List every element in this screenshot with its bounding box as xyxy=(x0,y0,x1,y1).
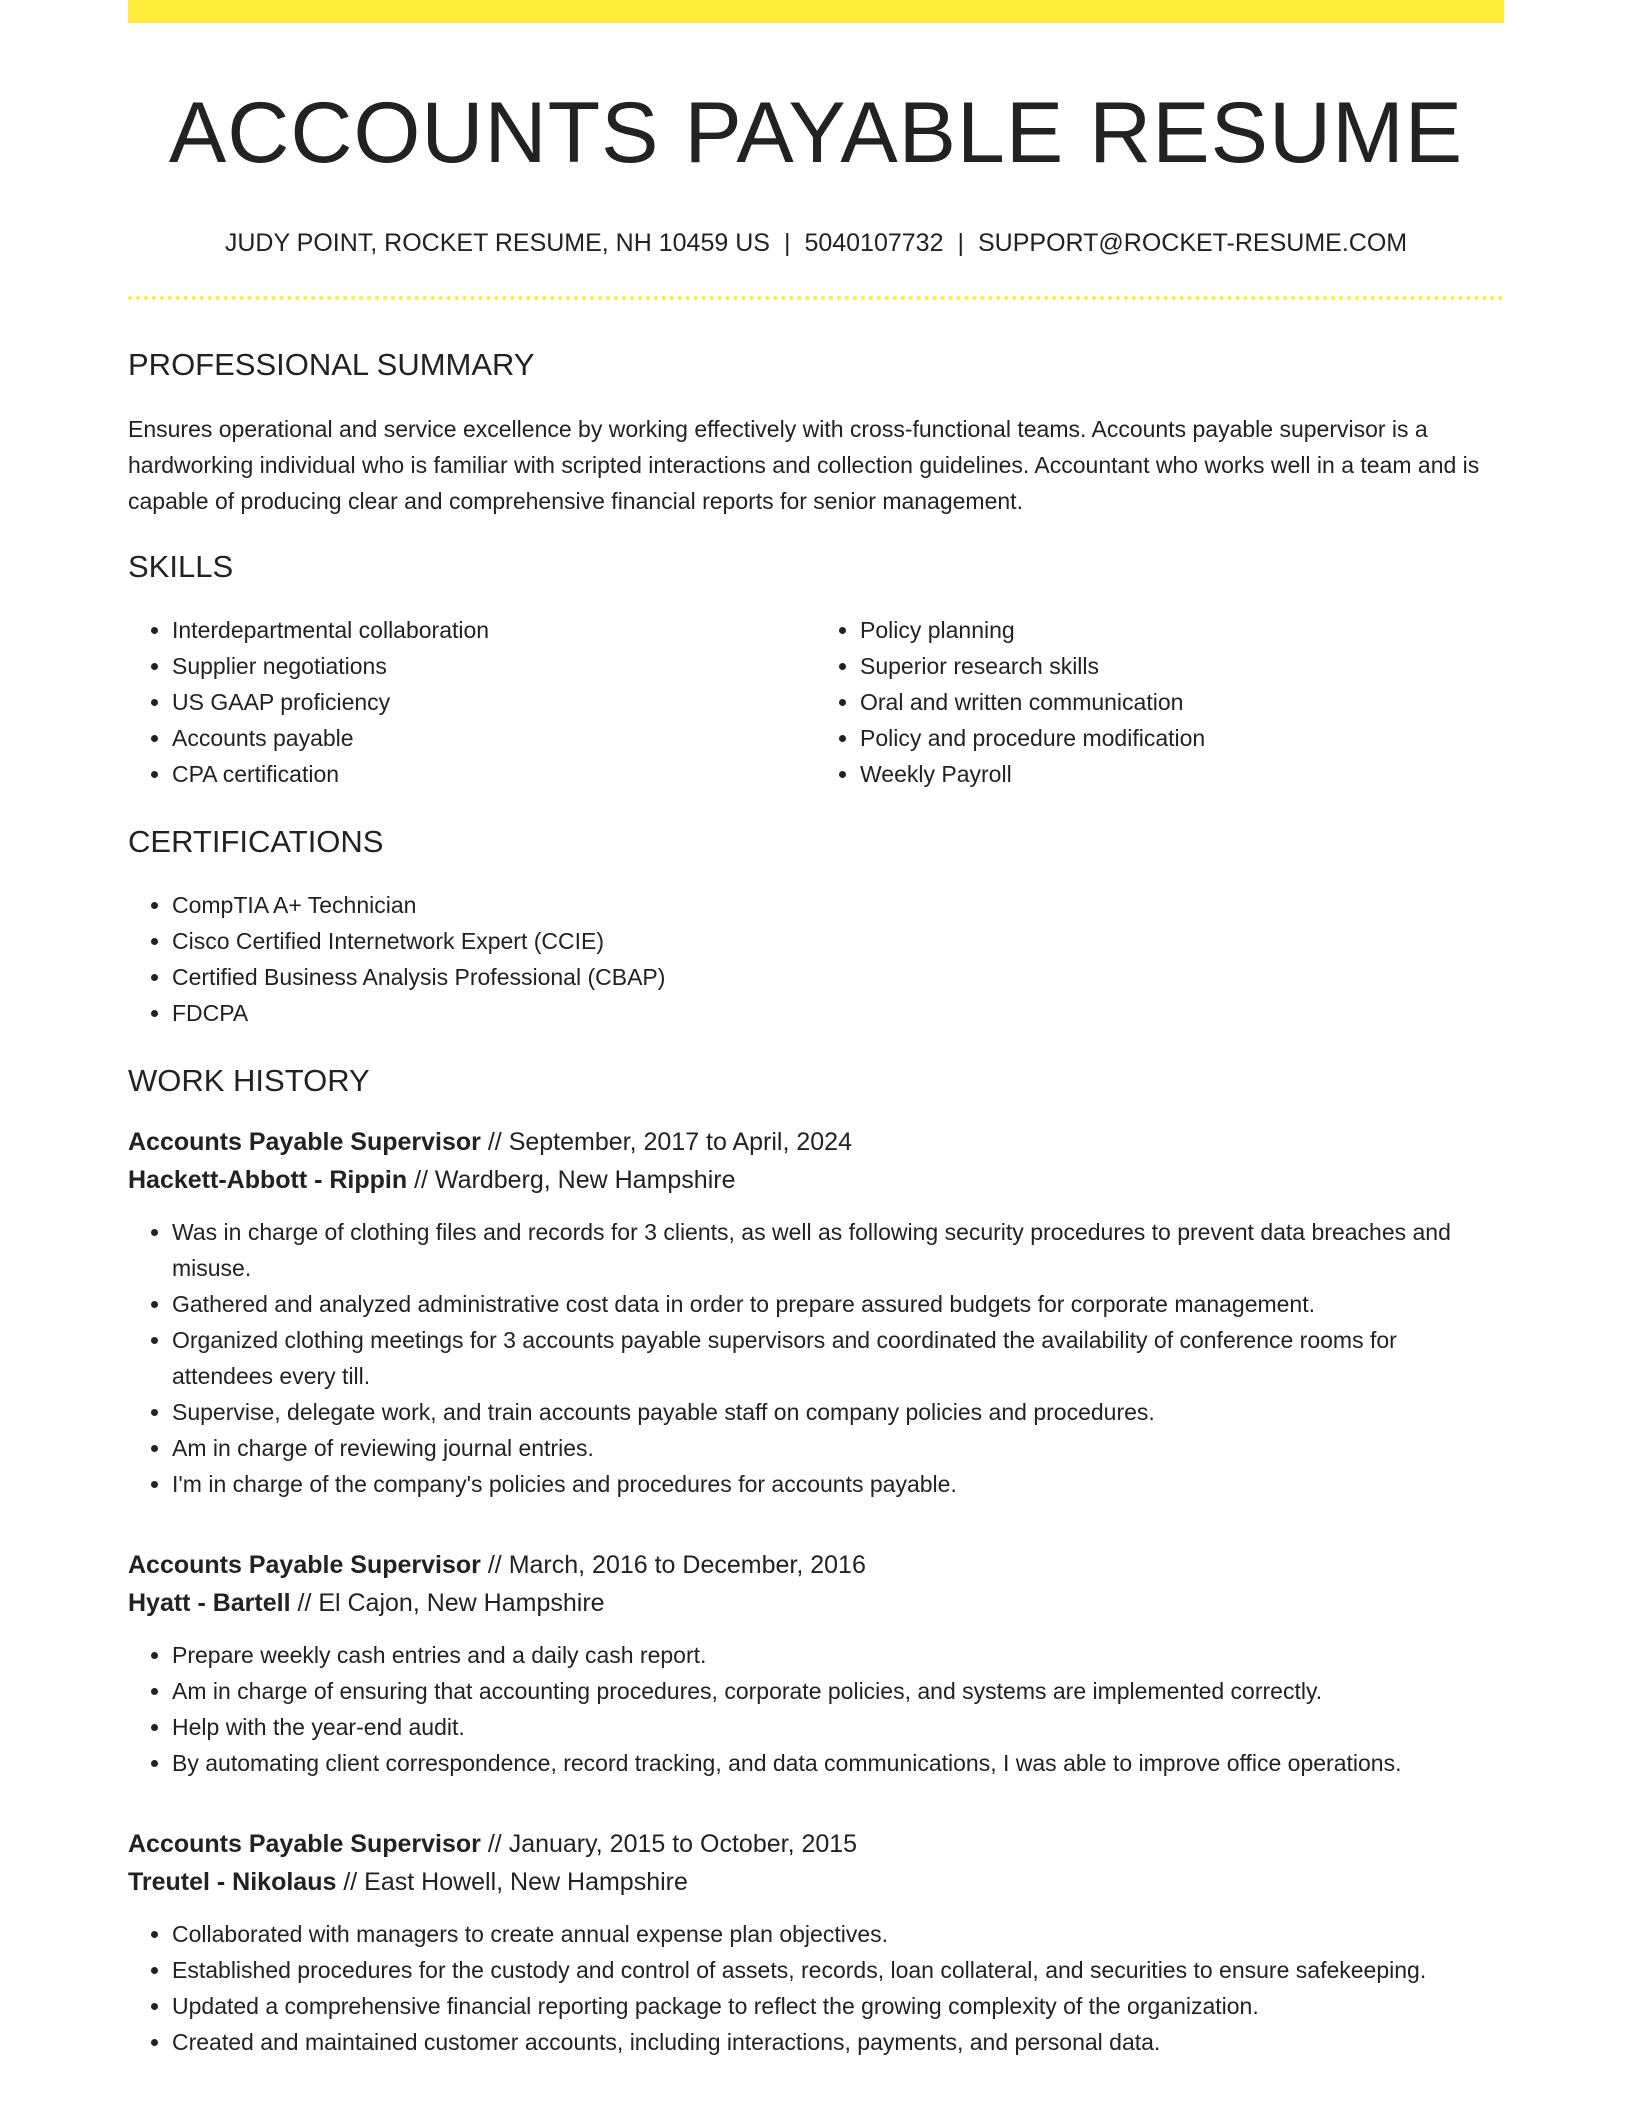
skill-item: • Accounts payable xyxy=(172,720,816,756)
job-company-line xyxy=(128,1161,1504,1199)
skills-section xyxy=(128,547,1504,792)
job-bullet: • Gathered and analyzed administrative cost data in order to prepare assured budgets for corporate management. xyxy=(172,1286,1504,1322)
job-company: Hyatt - Bartell xyxy=(128,1589,291,1617)
job-company: Treutel - Nikolaus xyxy=(128,1868,337,1896)
job-title: Accounts Payable Supervisor xyxy=(128,1830,481,1858)
certifications-section xyxy=(128,822,1504,1031)
job-bullet: • Help with the year-end audit. xyxy=(172,1709,1504,1745)
dotted-divider xyxy=(128,296,1504,300)
job-entry xyxy=(128,1546,1504,1781)
job-location: // Wardberg, New Hampshire xyxy=(407,1166,736,1194)
job-dates: // January, 2015 to October, 2015 xyxy=(480,1830,858,1858)
job-company: Hackett-Abbott - Rippin xyxy=(128,1166,408,1194)
certifications-list xyxy=(128,887,1504,1031)
skill-item: • US GAAP proficiency xyxy=(172,684,816,720)
skill-item: • Oral and written communication xyxy=(860,684,1504,720)
skill-item: • Interdepartmental collaboration xyxy=(172,612,816,648)
work-history-section xyxy=(128,1061,1504,2060)
skill-item: • Policy planning xyxy=(860,612,1504,648)
contact-email: SUPPORT@ROCKET-RESUME.COM xyxy=(977,229,1408,257)
job-bullet: • Created and maintained customer accounts, including interactions, payments, and personal data. xyxy=(172,2024,1504,2060)
job-bullet: • Am in charge of ensuring that accounting procedures, corporate policies, and systems are implemented correctly. xyxy=(172,1673,1504,1709)
certification-item: • CompTIA A+ Technician xyxy=(172,887,1504,923)
skills-heading: SKILLS xyxy=(128,549,234,584)
job-bullet: • By automating client correspondence, record tracking, and data communications, I was able to improve office operations. xyxy=(172,1745,1504,1781)
job-bullet: • Am in charge of reviewing journal entries. xyxy=(172,1430,1504,1466)
certifications-heading: CERTIFICATIONS xyxy=(128,824,384,859)
skills-right-list xyxy=(816,612,1504,792)
skill-item: • CPA certification xyxy=(172,756,816,792)
job-company-line xyxy=(128,1584,1504,1622)
skill-item: • Weekly Payroll xyxy=(860,756,1504,792)
skills-left-list xyxy=(128,612,816,792)
job-title-line xyxy=(128,1825,1504,1863)
work-history-heading: WORK HISTORY xyxy=(128,1063,370,1098)
summary-heading: PROFESSIONAL SUMMARY xyxy=(128,347,535,382)
contact-separator: | xyxy=(957,229,964,257)
job-entry xyxy=(128,1123,1504,1502)
job-bullets xyxy=(128,1916,1504,2060)
job-location: // East Howell, New Hampshire xyxy=(336,1868,688,1896)
job-bullet: • Supervise, delegate work, and train accounts payable staff on company policies and procedures. xyxy=(172,1394,1504,1430)
job-company-line xyxy=(128,1863,1504,1901)
job-bullet: • I'm in charge of the company's policies and procedures for accounts payable. xyxy=(172,1466,1504,1502)
job-bullet: • Established procedures for the custody and control of assets, records, loan collateral, and securities to ensure safekeeping. xyxy=(172,1952,1504,1988)
job-location: // El Cajon, New Hampshire xyxy=(290,1589,605,1617)
contact-line xyxy=(128,228,1504,258)
job-bullet: • Organized clothing meetings for 3 accounts payable supervisors and coordinated the availability of conference rooms for attendees every till. xyxy=(172,1322,1504,1394)
certification-item: • Cisco Certified Internetwork Expert (CCIE) xyxy=(172,923,1504,959)
job-bullets xyxy=(128,1637,1504,1781)
job-entry xyxy=(128,1825,1504,2060)
certification-item: • FDCPA xyxy=(172,995,1504,1031)
job-title: Accounts Payable Supervisor xyxy=(128,1551,481,1579)
contact-address: JUDY POINT, ROCKET RESUME, NH 10459 US xyxy=(224,229,770,257)
job-bullet: • Collaborated with managers to create annual expense plan objectives. xyxy=(172,1916,1504,1952)
skill-item: • Policy and procedure modification xyxy=(860,720,1504,756)
contact-phone: 5040107732 xyxy=(804,229,944,257)
job-title: Accounts Payable Supervisor xyxy=(128,1128,481,1156)
job-bullet: • Was in charge of clothing files and records for 3 clients, as well as following security procedures to prevent data breaches and misuse. xyxy=(172,1214,1504,1286)
job-bullet: • Updated a comprehensive financial reporting package to reflect the growing complexity of the organization. xyxy=(172,1988,1504,2024)
skill-item: • Superior research skills xyxy=(860,648,1504,684)
job-title-line xyxy=(128,1546,1504,1584)
contact-separator: | xyxy=(783,229,791,257)
certification-item: • Certified Business Analysis Professional (CBAP) xyxy=(172,959,1504,995)
summary-text: Ensures operational and service excellence by working effectively with cross-functional teams. Accounts payable supervisor is a hardworking individual who is familiar with scripted interactions and collection guidelines. Accountant who works well in a team and is capable of producing clear and comprehensive financial reports for senior management. xyxy=(128,416,1480,514)
skill-item: • Supplier negotiations xyxy=(172,648,816,684)
resume-page xyxy=(128,0,1504,2060)
job-dates: // September, 2017 to April, 2024 xyxy=(480,1128,852,1156)
accent-top-bar xyxy=(128,0,1504,23)
job-dates: // March, 2016 to December, 2016 xyxy=(480,1551,866,1579)
skills-columns xyxy=(128,612,1504,792)
job-bullet: • Prepare weekly cash entries and a daily cash report. xyxy=(172,1637,1504,1673)
job-bullets xyxy=(128,1214,1504,1502)
job-title-line xyxy=(128,1123,1504,1161)
resume-title: ACCOUNTS PAYABLE RESUME xyxy=(168,85,1464,181)
summary-section xyxy=(128,345,1504,519)
